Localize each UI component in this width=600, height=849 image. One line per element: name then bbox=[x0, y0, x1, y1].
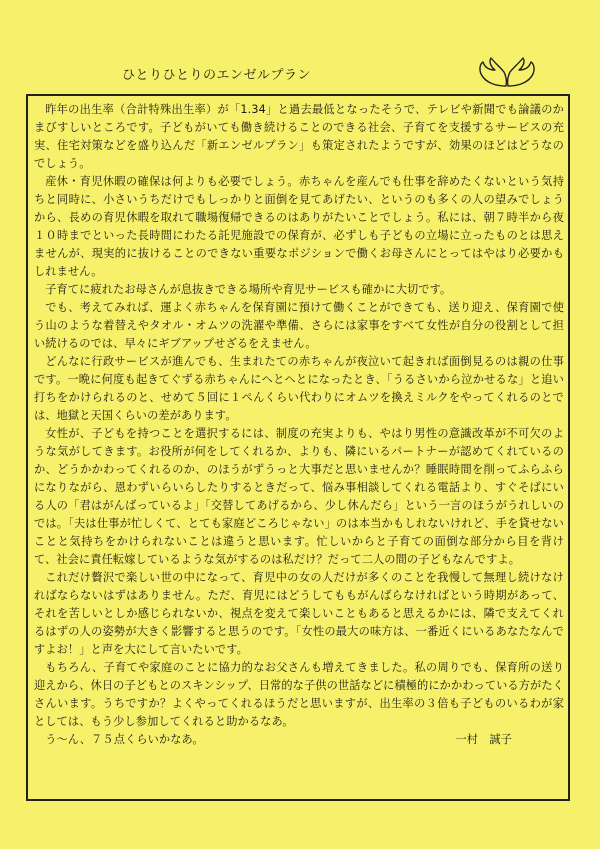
author-name: 一村 誠子 bbox=[455, 733, 512, 746]
paragraph: 子育てに疲れたお母さんが息抜きできる場所や育児サービスも確かに大切です。 bbox=[45, 283, 452, 296]
paragraph: でも、考えてみれば、運よく赤ちゃんを保育園に預けて働くことができても、送り迎え、保育園で使う山のような着替えやタオル・オムツの洗濯や準備、さらには家事をすべて女性が自分の役割として担い続けるのでは、早々にギブアップせざるをえません。 bbox=[34, 301, 564, 350]
paragraph: 女性が、子どもを持つことを選択するには、制度の充実よりも、やはり男性の意識改革が不可欠のような気がしてきます。お役所が何をしてくれるか、よりも、隣にいるパートナーが認めてくれているのか、どうかかわってくれるのか、のほうがずうっと大事だと思いませんか？睡眠時間を削ってふらふらになりながら、恩わずいらいらしたりするときだって、悩み事相談してくれる電話より、すぐそばにいる人の「君はがんばっているよ」「交替してあげるから、少し休んだら」という一言のほうがうれしいのでは。「夫は仕事が忙しくて、とても家庭どころじゃない」のは本当かもしれないけれど、手を貸せないことと気持ちをかけられないことは違うと思います。忙しいからと子育ての面倒な部分から目を背けて、社会に責任転嫁しているような気がするのは私だけ？だって二人の間の子どもなんですよ。 bbox=[34, 427, 564, 566]
paragraph: 産休・育児休暇の確保は何よりも必要でしょう。赤ちゃんを産んでも仕事を辞めたくないという気持ちと同時に、小さいうちだけでもしっかりと面倒を見てあげたい、というのも多くの人の望みでしょうから、長めの育児休暇を取れて職場復帰できるのはありがたいことでしょう。私には、朝７時半から夜１０時までといった長時間にわたる託児施設での保育が、必ずしも子どもの立場に立ったものとは思えませんが、現実的に抜けることのできない重要なポジションで働くお母さんにとってはやはり必要かもしれません。 bbox=[34, 175, 564, 278]
article-body bbox=[34, 101, 564, 749]
closing-remark: う～ん、７５点くらいかなあ。 bbox=[45, 733, 204, 746]
article-title: ひとりひとりのエンゼルプラン bbox=[122, 68, 312, 83]
paragraph: これだけ贅沢で楽しい世の中になって、育児中の女の人だけが多くのことを我慢して無理し続けなければならないはずはありません。ただ、育児にはどうしてももがんばらなければという時期があって、それを苦しいとしか感じられないか、視点を変えて楽しいこともあると思えるかには、隣で支えてくれるはずの人の姿勢が大きく影響すると思うのです。「女性の最大の味方は、一番近くにいるあなたなんですよお！」と声を大にして言いたいです。 bbox=[34, 571, 564, 656]
paragraph: 昨年の出生率（合計特殊出生率）が「1.34」と過去最低となったそうで、テレビや新聞でも論議のかまびすしいところです。子どもがいても働き続けることのできる社会、子育てを支援するサービスの充実、住宅対策などを盛り込んだ「新エンゼルプラン」も策定されたようですが、効果のほどはどうなのでしょう。 bbox=[34, 103, 564, 170]
closing-line bbox=[34, 731, 564, 749]
paragraph: どんなに行政サービスが進んでも、生まれたての赤ちゃんが夜泣いて起きれば面倒見るのは親の仕事です。一晩に何度も起きてぐずる赤ちゃんにヘとヘとになったとき、「うるさいから泣かせるな」と追い打ちをかけられるのと、せめて５回に１ぺんくらい代わりにオムツを換えミルクをやってくれるのとでは、地獄と天国くらいの差があります。 bbox=[34, 355, 564, 422]
paragraph: もちろん、子育てや家庭のことに協力的なお父さんも増えてきました。私の周りでも、保育所の送り迎えから、休日の子どもとのスキンシップ、日常的な子供の世話などに積極的にかかわっている方がたくさんいます。うちですか？よくやってくれるほうだと思いますが、出生率の３倍も子どものいるわが家としては、もう少し参加してくれると助かるなあ。 bbox=[34, 661, 564, 728]
angel-wings-icon bbox=[476, 56, 538, 98]
